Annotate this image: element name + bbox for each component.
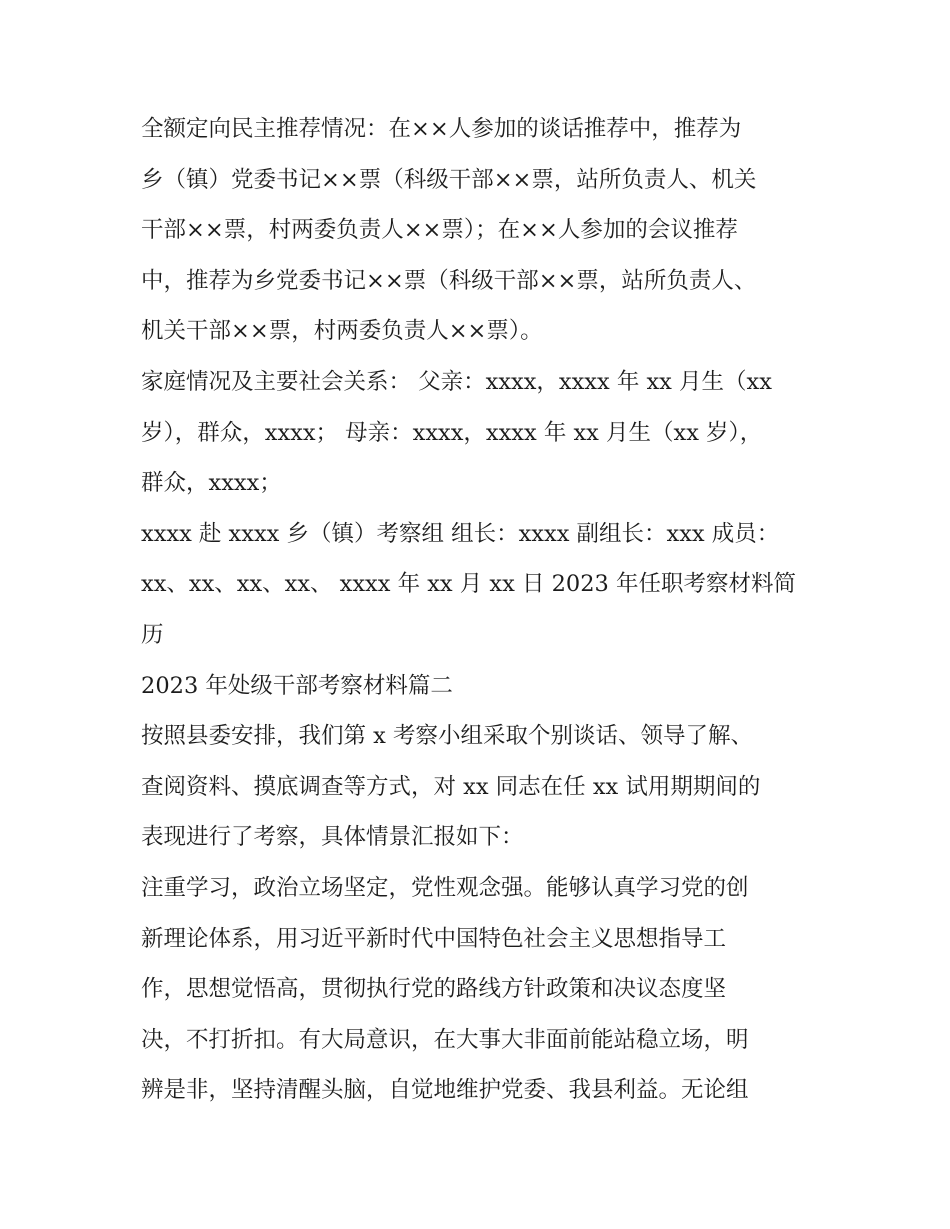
document-body (141, 104, 821, 1116)
text-line: 历 (141, 621, 164, 648)
text-line: 决，不打折扣。有大局意识，在大事大非面前能站稳立场，明 (141, 1026, 749, 1053)
text-line: 干部××票，村两委负责人××票）；在××人参加的会议推荐 (141, 217, 738, 244)
text-line: 岁），群众，xxxx； 母亲：xxxx，xxxx 年 xx 月生（xx 岁）， (141, 419, 763, 446)
text-line: 新理论体系，用习近平新时代中国特色社会主义思想指导工 (141, 925, 727, 952)
text-line: 查阅资料、摸底调查等方式，对 xx 同志在任 xx 试用期期间的 (141, 773, 761, 800)
text-line: 乡（镇）党委书记××票（科级干部××票，站所负责人、机关 (141, 166, 757, 193)
text-line: 按照县委安排，我们第 x 考察小组采取个别谈话、领导了解、 (141, 723, 753, 750)
text-line: 群众，xxxx； (141, 470, 282, 497)
text-line: 机关干部××票，村两委负责人××票）。 (141, 318, 543, 345)
text-line: 全额定向民主推荐情况：在××人参加的谈话推荐中，推荐为 (141, 116, 742, 142)
text-line: xx、xx、xx、xx、 xxxx 年 xx 月 xx 日 2023 年任职考察材料简 (141, 571, 797, 598)
section-heading: 2023 年处级干部考察材料篇二 (141, 672, 453, 699)
text-line: xxxx 赴 xxxx 乡（镇）考察组 组长：xxxx 副组长：xxx 成员： (141, 520, 780, 547)
text-line: 注重学习，政治立场坚定，党性观念强。能够认真学习党的创 (141, 874, 749, 901)
text-line: 辨是非，坚持清醒头脑，自觉地维护党委、我县利益。无论组 (141, 1077, 749, 1104)
text-line: 作，思想觉悟高，贯彻执行党的路线方针政策和决议态度坚 (141, 976, 727, 1003)
text-line: 中，推荐为乡党委书记××票（科级干部××票，站所负责人、 (141, 267, 757, 294)
text-line: 表现进行了考察，具体情景汇报如下： (141, 824, 524, 851)
text-line: 家庭情况及主要社会关系： 父亲：xxxx，xxxx 年 xx 月生（xx (141, 368, 772, 395)
